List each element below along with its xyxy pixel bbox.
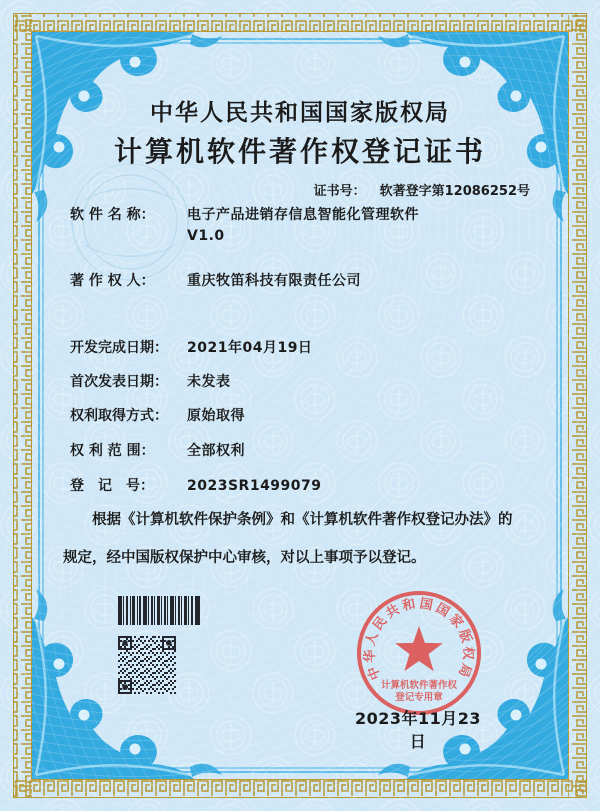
field-completion-date	[70, 338, 312, 359]
field-value: 未发表	[187, 374, 231, 390]
field-value: 重庆牧笛科技有限责任公司	[187, 273, 361, 289]
field-label: 登 记 号：	[70, 478, 154, 494]
field-value: 2023SR1499079	[187, 478, 322, 494]
field-label: 权 利 范 围：	[70, 443, 155, 459]
official-seal	[355, 589, 483, 717]
field-value: 2021年04月19日	[187, 340, 313, 356]
star-icon	[395, 626, 443, 671]
seal-sub-line1: 计算机软件著作权	[380, 680, 458, 691]
certificate-number	[0, 180, 530, 199]
field-value: 原始取得	[187, 408, 245, 424]
field-copyright-owner	[70, 271, 361, 292]
field-acquisition-method	[70, 406, 245, 427]
issuing-authority: 中华人民共和国国家版权局	[150, 100, 450, 126]
field-rights-scope	[70, 441, 245, 462]
field-value-line2: V1.0	[187, 228, 225, 244]
field-value: 全部权利	[187, 443, 245, 459]
seal-ring-text: 中华人民共和国国家版权局	[362, 596, 476, 682]
issue-date: 2023年11月23日	[354, 709, 482, 751]
qr-code	[118, 636, 176, 694]
field-registration-number	[70, 476, 322, 497]
seal-sub-line2: 登记专用章	[395, 692, 443, 703]
field-label: 软 件 名 称：	[70, 207, 155, 223]
field-label: 首次发表日期：	[70, 374, 168, 390]
field-software-name	[70, 205, 419, 247]
field-first-publication-date	[70, 372, 231, 393]
field-label: 开发完成日期：	[70, 340, 168, 356]
field-label: 权利取得方式：	[70, 408, 168, 424]
statement-line1: 根据《计算机软件保护条例》和《计算机软件著作权登记办法》的	[92, 512, 513, 528]
field-label: 著 作 权 人：	[70, 273, 155, 289]
certificate-number-label: 证书号：	[313, 184, 366, 199]
field-value: 电子产品进销存信息智能化管理软件 V1.0	[187, 207, 419, 244]
certificate-number-value: 软著登字第12086252号	[379, 184, 530, 199]
statement-line2: 规定，经中国版权保护中心审核，对以上事项予以登记。	[63, 550, 426, 566]
registration-statement	[63, 501, 537, 577]
certificate-title: 计算机软件著作权登记证书	[113, 135, 486, 168]
barcode	[118, 596, 200, 625]
